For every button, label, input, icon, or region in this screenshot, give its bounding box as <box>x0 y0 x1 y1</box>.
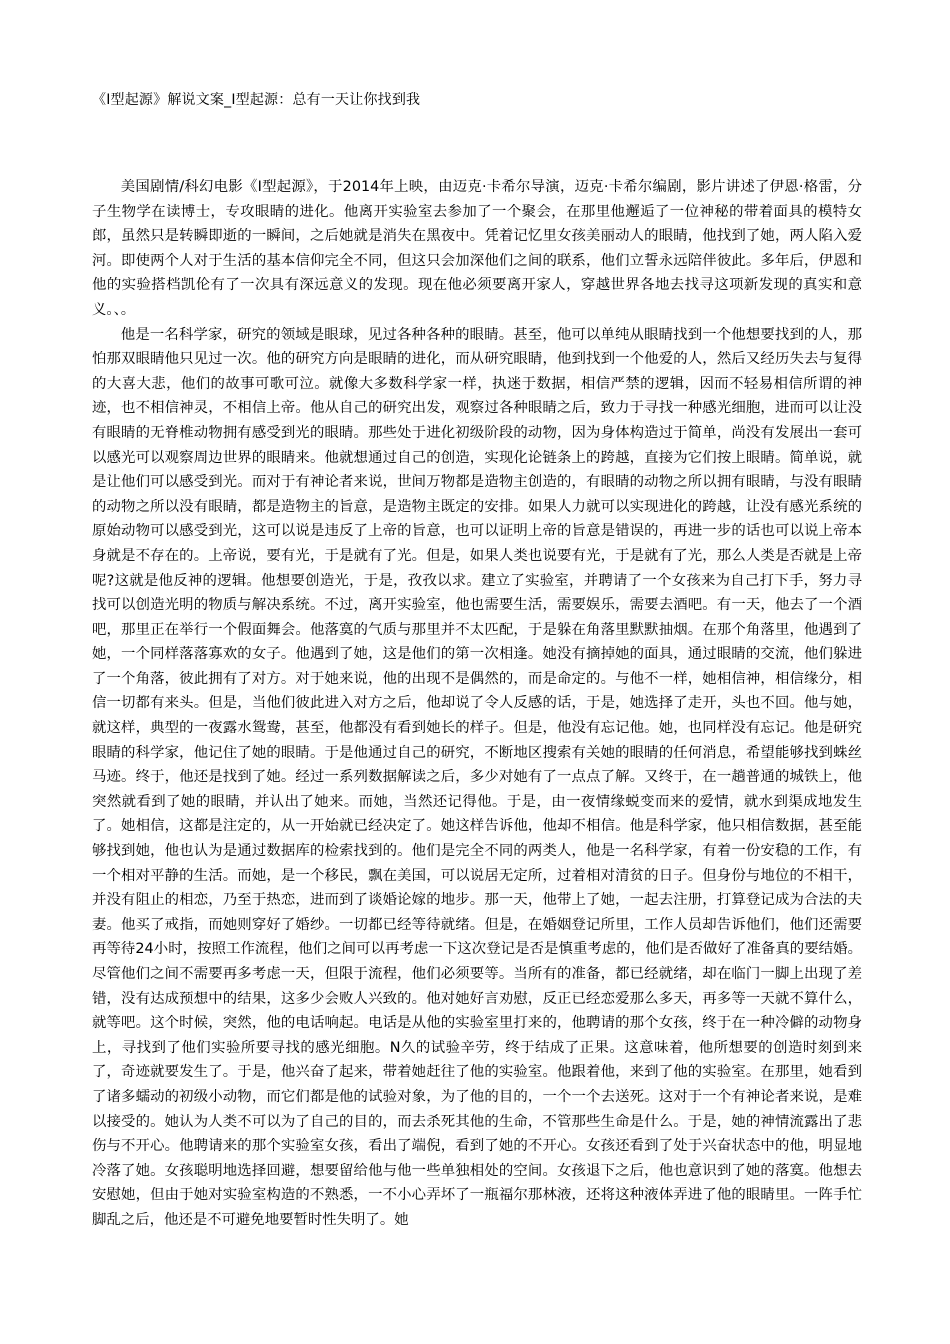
paragraph-intro: 美国剧情/科幻电影《I型起源》，于2014年上映，由迈克·卡希尔导演，迈克·卡希尔编剧，影片讲述了伊恩·格雷，分子生物学在读博士，专攻眼睛的进化。他离开实验室去参加了一个聚会，在那里他邂逅了一位神秘的带着面具的模特女郎，虽然只是转瞬即逝的一瞬间，之后她就是消失在黑夜中。凭着记忆里女孩美丽动人的眼睛，他找到了她，两人陷入爱河。即使两个人对于生活的基本信仰完全不同，但这只会加深他们之间的联系，他们立誓永远陪伴彼此。多年后，伊恩和他的实验搭档凯伦有了一次具有深远意义的发现。现在他必须要离开家人，穿越世界各地去找寻这项新发现的真实和意义。、。 <box>92 179 862 318</box>
document-title: 《I型起源》解说文案_I型起源：总有一天让你找到我 <box>92 92 421 108</box>
document-body <box>92 175 862 1233</box>
paragraph-story: 他是一名科学家，研究的领域是眼球，见过各种各种的眼睛。甚至，他可以单纯从眼睛找到一个他想要找到的人，那怕那双眼睛他只见过一次。他的研究方向是眼睛的进化，而从研究眼睛，他到找到一个他爱的人，然后又经历失去与复得的大喜大悲，他们的故事可歌可泣。就像大多数科学家一样，执迷于数据，相信严禁的逻辑，因而不轻易相信所谓的神迹，也不相信神灵，不相信上帝。他从自己的研究出发，观察过各种眼睛之后，致力于寻找一种感光细胞，进而可以让没有眼睛的无脊椎动物拥有感受到光的眼睛。那些处于进化初级阶段的动物，因为身体构造过于简单，尚没有发展出一套可以感光可以观察周边世界的眼睛来。他就想通过自己的创造，实现化论链条上的跨越，直接为它们按上眼睛。简单说，就是让他们可以感受到光。而对于有神论者来说，世间万物都是造物主创造的，有眼睛的动物之所以拥有眼睛，与没有眼睛的动物之所以没有眼睛，都是造物主的旨意，是造物主既定的安排。如果人力就可以实现进化的跨越，让没有感光系统的原始动物可以感受到光，这可以说是违反了上帝的旨意，也可以证明上帝的旨意是错误的，再进一步的话也可以说上帝本身就是不存在的。上帝说，要有光，于是就有了光。但是，如果人类也说要有光，于是就有了光，那么人类是否就是上帝呢?这就是他反神的逻辑。他想要创造光，于是，孜孜以求。建立了实验室，并聘请了一个女孩来为自己打下手，努力寻找可以创造光明的物质与解决系统。不过，离开实验室，他也需要生活，需要娱乐，需要去酒吧。有一天，他去了一个酒吧，那里正在举行一个假面舞会。他落寞的气质与那里并不太匹配，于是躲在角落里默默抽烟。在那个角落里，他遇到了她，一个同样落落寡欢的女子。他遇到了她，这是他们的第一次相逢。她没有摘掉她的面具，通过眼睛的交流，他们躲进了一个角落，彼此拥有了对方。对于她来说，他的出现不是偶然的，而是命定的。与他不一样，她相信神，相信缘分，相信一切都有来头。但是，当他们彼此进入对方之后，他却说了令人反感的话，于是，她选择了走开，头也不回。他与她，就这样，典型的一夜露水鸳鸯，甚至，他都没有看到她长的样子。但是，他没有忘记他。她，也同样没有忘记。他是研究眼睛的科学家，他记住了她的眼睛。于是他通过自己的研究，不断地区搜索有关她的眼睛的任何消息，希望能够找到蛛丝马迹。终于，他还是找到了她。经过一系列数据解读之后，多少对她有了一点点了解。又终于，在一趟普通的城铁上，他突然就看到了她的眼睛，并认出了她来。而她，当然还记得他。于是，由一夜情缘蜕变而来的爱情，就水到渠成地发生了。她相信，这都是注定的，从一开始就已经决定了。她这样告诉他，他却不相信。他是科学家，他只相信数据，甚至能够找到她，他也认为是通过数据库的检索找到的。他们是完全不同的两类人，他是一名科学家，有着一份安稳的工作，有一个相对平静的生活。而她，是一个移民，飘在美国，可以说居无定所，过着相对清贫的日子。但身份与地位的不相干，并没有阻止的相恋，乃至于热恋，进而到了谈婚论嫁的地步。那一天，他带上了她，一起去注册，打算登记成为合法的夫妻。他买了戒指，而她则穿好了婚纱。一切都已经等待就绪。但是，在婚姻登记所里，工作人员却告诉他们，他们还需要再等待24小时，按照工作流程，他们之间可以再考虑一下这次登记是否是慎重考虑的，他们是否做好了准备真的要结婚。尽管他们之间不需要再多考虑一天，但限于流程，他们必须要等。当所有的准备，都已经就绪，却在临门一脚上出现了差错，没有达成预想中的结果，这多少会败人兴致的。他对她好言劝慰，反正已经恋爱那么多天，再多等一天就不算什么，就等吧。这个时候，突然，他的电话响起。电话是从他的实验室里打来的，他聘请的那个女孩，终于在一种冷僻的动物身上，寻找到了他们实验所要寻找的感光细胞。N久的试验辛劳，终于结成了正果。这意味着，他所想要的创造时刻到来了，奇迹就要发生了。于是，他兴奋了起来，带着她赶往了他的实验室。他跟着他，来到了他的实验室。在那里，她看到了诸多蠕动的初级小动物，而它们都是他的试验对象，为了他的目的，一个一个去送死。这对于一个有神论者来说，是难以接受的。她认为人类不可以为了自己的目的，而去杀死其他的生命，不管那些生命是什么。于是，她的神情流露出了悲伤与不开心。他聘请来的那个实验室女孩，看出了端倪，看到了她的不开心。女孩还看到了处于兴奋状态中的他，明显地冷落了她。女孩聪明地选择回避，想要留给他与他一些单独相处的空间。女孩退下之后，他也意识到了她的落寞。他想去安慰她，但由于她对实验室构造的不熟悉，一不小心弄坏了一瓶福尔那林液，还将这种液体弄进了他的眼睛里。一阵手忙脚乱之后，他还是不可避免地要暂时性失明了。她 <box>92 326 862 1228</box>
document-page <box>92 90 862 1233</box>
